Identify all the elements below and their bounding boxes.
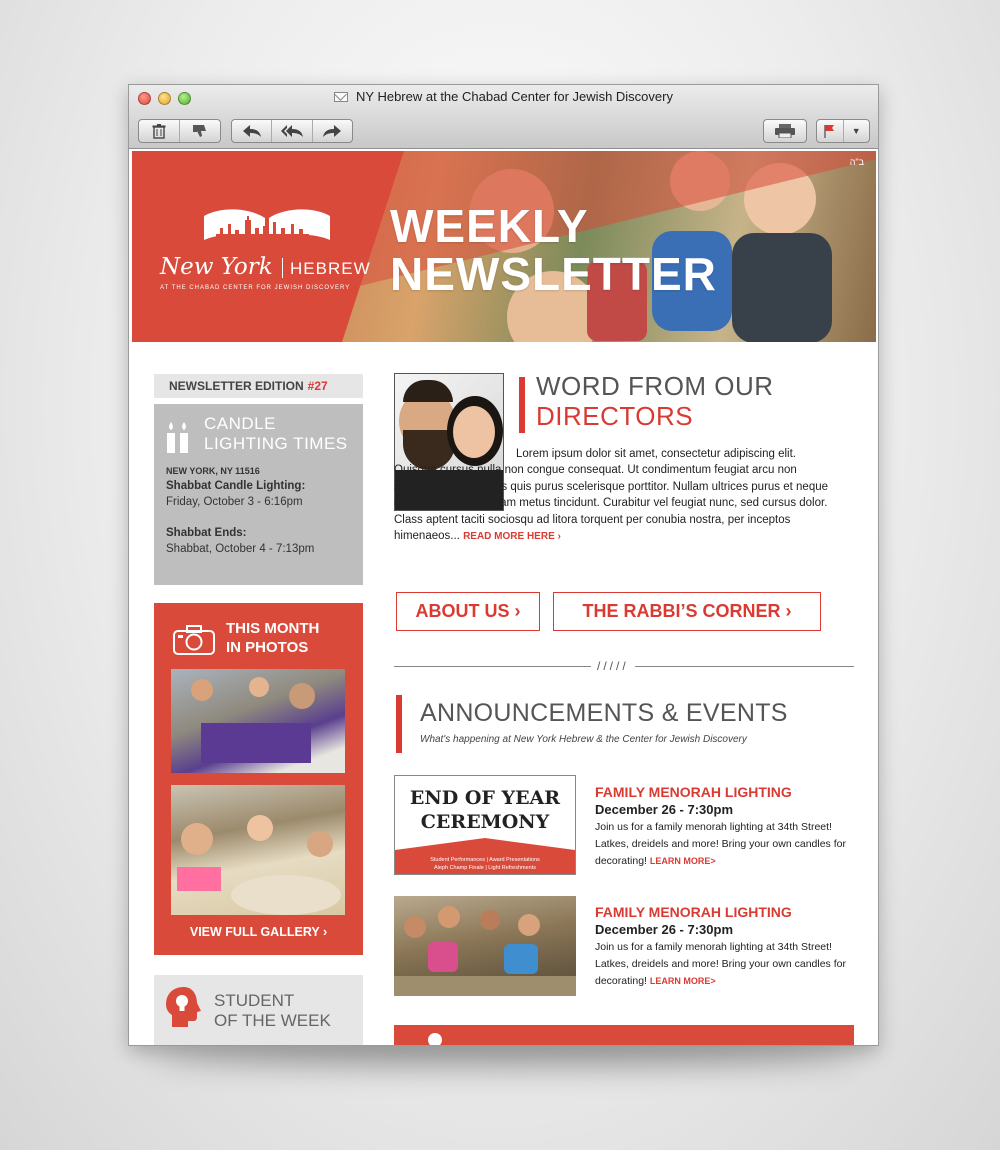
monthly-photos-panel (154, 603, 363, 955)
candle-lighting-panel (154, 404, 363, 585)
book-logo-icon (202, 206, 332, 244)
print-group (763, 119, 807, 143)
candle-lighting-value: Friday, October 3 - 6:16pm (166, 496, 303, 508)
event-image-ceremony[interactable] (394, 775, 576, 875)
corner-mark: ב"ה (849, 157, 864, 167)
delete-junk-group (138, 119, 221, 143)
next-section-band (394, 1025, 854, 1046)
candle-location: NEW YORK, NY 11516 (166, 466, 260, 476)
trash-icon[interactable] (139, 120, 180, 142)
candle-lighting-label: Shabbat Candle Lighting: (166, 480, 306, 492)
directors-accent-bar (519, 377, 525, 433)
brand-tagline: AT THE CHABAD CENTER FOR JEWISH DISCOVERY (160, 285, 351, 291)
directors-title-line2: DIRECTORS (536, 401, 694, 431)
flag-icon[interactable] (817, 120, 844, 142)
announcements-title: ANNOUNCEMENTS & EVENTS (420, 699, 788, 727)
gallery-photo[interactable] (171, 669, 345, 773)
brand-separator (282, 258, 283, 278)
chevron-down-icon[interactable]: ▼ (851, 126, 861, 136)
flag-group (816, 119, 870, 143)
junk-thumbs-down-icon[interactable] (180, 120, 220, 142)
photos-title-line1: THIS MONTH (226, 620, 320, 637)
brand-name: New York (160, 254, 273, 280)
directors-body: Lorem ipsum dolor sit amet, consectetur adipiscing elit. Quisque cursus nulla non congue consequat. Ut condimentum feugiat arcu non sagittis. Nam ac turpis quis purus scelerisque porttitor. Nullam ultrices purus et neque ullamcorper, eu aliquam metus tincidunt. Curabitur vel feugiat nunc, sed cursus dolor. Class aptent taciti sociosqu ad litora torquent per conubia nostra, per inceptos himenaeos... (394, 448, 829, 543)
shabbat-ends-value: Shabbat, October 4 - 7:13pm (166, 543, 315, 555)
event-image-photo[interactable] (394, 896, 576, 996)
edition-label (154, 374, 363, 398)
title-bar (129, 85, 878, 149)
apple-icon (428, 1033, 442, 1046)
event-title[interactable]: FAMILY MENORAH LIGHTING (595, 784, 792, 800)
brand-secondary: HEBREW (290, 259, 371, 278)
directors-message (394, 446, 834, 545)
event-description: Join us for a family menorah lighting at 34th Street! Latkes, dreidels and more! Bring your own candles for decorating! LEARN MORE> (595, 941, 846, 987)
newsletter-banner (132, 151, 876, 342)
about-us-button[interactable]: ABOUT US › (396, 592, 540, 631)
ceremony-image-text: END OF YEAR CEREMONY (409, 787, 561, 833)
event-date: December 26 - 7:30pm (595, 802, 734, 817)
sidebar (154, 374, 363, 1046)
reply-icon[interactable] (232, 120, 272, 142)
student-head-icon (164, 985, 204, 1029)
student-of-week-panel (154, 975, 363, 1046)
newsletter-body (132, 151, 876, 1046)
print-icon[interactable] (764, 120, 806, 142)
student-title-line1: STUDENT (214, 991, 295, 1010)
divider-slashes: ///// (591, 659, 635, 673)
envelope-icon (334, 92, 348, 102)
edition-text: NEWSLETTER EDITION (169, 379, 304, 393)
candles-icon (164, 420, 194, 454)
ceremony-image-details: Student Performances | Award Presentations Aleph Champ Finale | Light Refreshments (430, 857, 540, 871)
read-more-link[interactable]: READ MORE HERE › (463, 531, 561, 543)
announcements-accent-bar (396, 695, 402, 753)
view-gallery-link[interactable]: VIEW FULL GALLERY › (189, 925, 328, 939)
window-title-text: NY Hebrew at the Chabad Center for Jewish Discovery (356, 89, 673, 104)
shabbat-ends-label: Shabbat Ends: (166, 527, 247, 539)
headline-newsletter: NEWSLETTER (390, 248, 717, 300)
student-title-line2: OF THE WEEK (214, 1011, 331, 1030)
directors-title-line1: WORD FROM OUR (536, 371, 774, 401)
announcements-subtitle: What's happening at New York Hebrew & the Center for Jewish Discovery (420, 734, 747, 745)
gallery-photo[interactable] (171, 785, 345, 915)
learn-more-link[interactable]: LEARN MORE> (649, 856, 716, 866)
reply-forward-group (231, 119, 353, 143)
photos-title-line2: IN PHOTOS (226, 639, 309, 656)
event-description: Join us for a family menorah lighting at 34th Street! Latkes, dreidels and more! Bring your own candles for decorating! LEARN MORE> (595, 821, 846, 867)
camera-icon (173, 625, 215, 655)
event-title[interactable]: FAMILY MENORAH LIGHTING (595, 904, 792, 920)
candle-title-line1: CANDLE (204, 414, 276, 433)
rabbis-corner-button[interactable]: THE RABBI’S CORNER › (553, 592, 821, 631)
window-title (129, 89, 878, 104)
learn-more-link[interactable]: LEARN MORE> (649, 976, 716, 986)
reply-all-icon[interactable] (272, 120, 312, 142)
edition-number: #27 (307, 379, 328, 393)
candle-title-line2: LIGHTING TIMES (204, 434, 348, 453)
headline-weekly: WEEKLY (390, 200, 589, 252)
event-date: December 26 - 7:30pm (595, 922, 734, 937)
forward-icon[interactable] (313, 120, 352, 142)
mail-window (128, 84, 879, 1046)
